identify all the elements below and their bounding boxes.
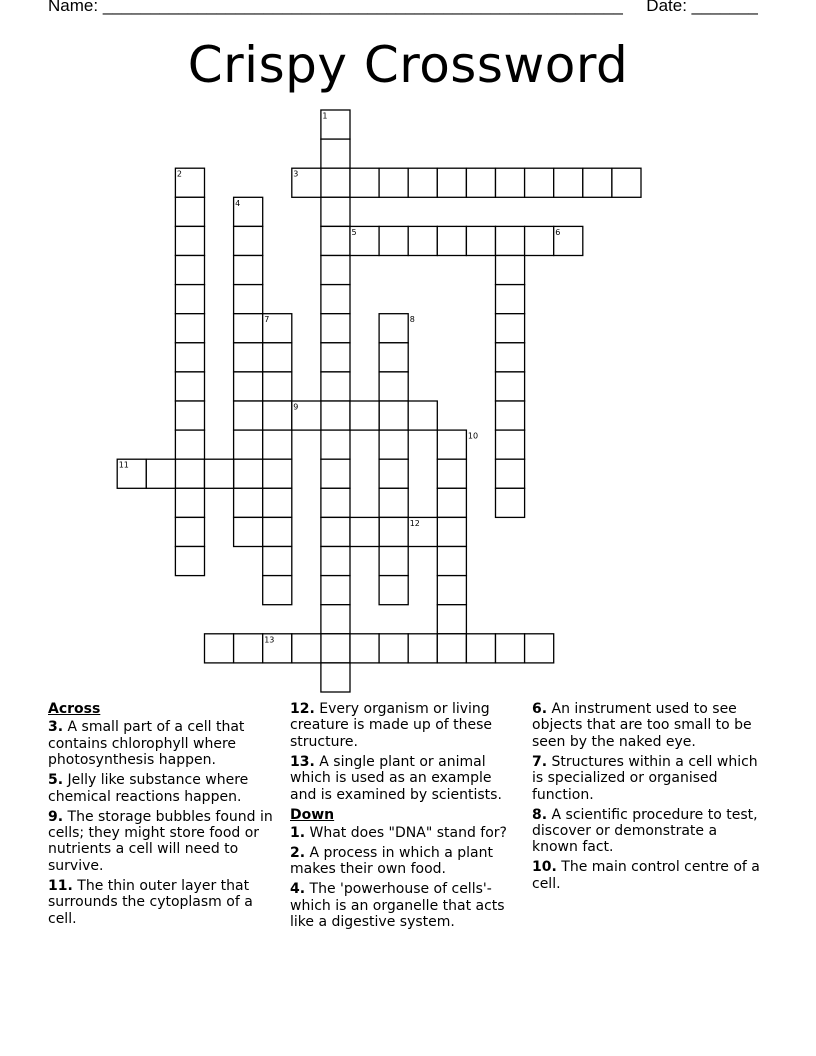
grid-cell[interactable] [234, 372, 263, 401]
grid-cell[interactable] [321, 139, 350, 168]
grid-cell[interactable] [496, 343, 525, 372]
grid-cell[interactable] [263, 459, 292, 488]
grid-cell[interactable] [234, 256, 263, 285]
grid-cell[interactable] [379, 314, 408, 343]
grid-cell[interactable] [496, 256, 525, 285]
cell-number: 1 [322, 111, 328, 121]
grid-cell[interactable] [263, 517, 292, 546]
grid-cell[interactable] [321, 256, 350, 285]
grid-cell[interactable] [525, 634, 554, 663]
across-heading: Across [48, 701, 101, 717]
grid-cell[interactable] [205, 634, 234, 663]
grid-cell[interactable] [437, 488, 466, 517]
clue-column-3 [532, 701, 764, 896]
grid-cell[interactable] [234, 459, 263, 488]
clue-down-6 [532, 701, 764, 750]
clue-down-10 [532, 859, 764, 892]
grid-cell[interactable] [321, 547, 350, 576]
grid-cell[interactable] [496, 401, 525, 430]
grid-cell[interactable] [175, 547, 204, 576]
grid-cell[interactable] [263, 488, 292, 517]
grid-cell[interactable] [379, 226, 408, 255]
grid-cell[interactable] [379, 547, 408, 576]
clue-across-13 [290, 754, 522, 803]
grid-cell[interactable] [234, 401, 263, 430]
grid-cell[interactable] [437, 576, 466, 605]
grid-cell[interactable] [408, 401, 437, 430]
grid-cell[interactable] [175, 343, 204, 372]
grid-cell[interactable] [408, 168, 437, 197]
clue-across-3 [48, 719, 280, 768]
date-blank[interactable]: _______ [691, 0, 758, 15]
grid-cell[interactable] [583, 168, 612, 197]
grid-cell[interactable] [496, 314, 525, 343]
grid-cell[interactable] [437, 517, 466, 546]
grid-cell[interactable] [496, 226, 525, 255]
grid-cell[interactable] [175, 285, 204, 314]
grid-cell[interactable] [321, 605, 350, 634]
cell-number: 2 [176, 169, 182, 179]
clue-number: 9. [48, 808, 64, 825]
grid-cell[interactable] [379, 430, 408, 459]
grid-cell[interactable] [234, 285, 263, 314]
grid-cell[interactable] [554, 168, 583, 197]
grid-cell[interactable] [263, 547, 292, 576]
grid-cell[interactable] [321, 401, 350, 430]
grid-cell[interactable] [321, 663, 350, 692]
grid-cell[interactable] [379, 168, 408, 197]
grid-cell[interactable] [525, 226, 554, 255]
cell-number: 13 [264, 635, 275, 645]
grid-cell[interactable] [466, 168, 495, 197]
clue-column-2 [290, 701, 522, 934]
grid-cell[interactable] [234, 488, 263, 517]
grid-cell[interactable] [496, 459, 525, 488]
grid-cell[interactable] [496, 372, 525, 401]
clue-number: 13. [290, 753, 315, 770]
grid-cell[interactable] [321, 285, 350, 314]
grid-cell[interactable] [437, 459, 466, 488]
clue-text: The 'powerhouse of cells'- which is an organelle that acts like a digestive system. [290, 881, 505, 931]
clue-down-7 [532, 754, 764, 803]
clue-across-9 [48, 809, 280, 875]
clue-text: Structures within a cell which is specialized or organised function. [532, 753, 758, 803]
clue-column-1 [48, 701, 280, 931]
grid-cell[interactable] [321, 634, 350, 663]
grid-cell[interactable] [525, 168, 554, 197]
clue-number: 11. [48, 877, 73, 894]
grid-cell[interactable] [175, 401, 204, 430]
grid-cell[interactable] [321, 197, 350, 226]
grid-cell[interactable] [263, 372, 292, 401]
clue-number: 3. [48, 719, 64, 736]
grid-cell[interactable] [175, 459, 204, 488]
grid-cell[interactable] [437, 226, 466, 255]
clue-down-4 [290, 881, 522, 930]
clue-number: 12. [290, 701, 315, 717]
clue-text: A single plant or animal which is used as an example and is examined by scientists. [290, 753, 502, 803]
grid-cell[interactable] [234, 226, 263, 255]
cell-number: 8 [409, 315, 415, 325]
grid-cell[interactable] [175, 226, 204, 255]
clue-number: 4. [290, 881, 306, 898]
clue-number: 6. [532, 701, 548, 717]
grid-cell[interactable] [321, 430, 350, 459]
grid-cell[interactable] [321, 168, 350, 197]
clue-number: 7. [532, 753, 548, 770]
grid-cell[interactable] [263, 343, 292, 372]
grid-cell[interactable] [379, 488, 408, 517]
clue-text: What does "DNA" stand for? [309, 825, 507, 842]
grid-cell[interactable] [496, 488, 525, 517]
grid-cell[interactable] [466, 634, 495, 663]
grid-cell[interactable] [350, 634, 379, 663]
name-blank[interactable]: _______________________________________________________ [102, 0, 623, 15]
grid-cell[interactable] [321, 314, 350, 343]
cell-number: 5 [351, 227, 357, 237]
grid-cell[interactable] [205, 459, 234, 488]
clue-text: A small part of a cell that contains chlorophyll where photosynthesis happen. [48, 719, 245, 769]
grid-cell[interactable] [175, 372, 204, 401]
grid-cell[interactable] [234, 343, 263, 372]
grid-cell[interactable] [292, 634, 321, 663]
grid-cell[interactable] [321, 517, 350, 546]
clue-text: A scientific procedure to test, discover or demonstrate a known fact. [532, 806, 758, 856]
grid-cell[interactable] [175, 314, 204, 343]
grid-cell[interactable] [408, 634, 437, 663]
clue-text: An instrument used to see objects that are too small to be seen by the naked eye. [532, 701, 752, 750]
grid-cell[interactable] [321, 372, 350, 401]
grid-cell[interactable] [234, 517, 263, 546]
grid-cell[interactable] [466, 226, 495, 255]
grid-cell[interactable] [321, 459, 350, 488]
grid-cell[interactable] [175, 517, 204, 546]
clue-number: 10. [532, 859, 557, 876]
clue-down-2 [290, 845, 522, 878]
grid-cell[interactable] [234, 314, 263, 343]
clue-across-11 [48, 878, 280, 927]
grid-cell[interactable] [350, 168, 379, 197]
clue-across-5 [48, 772, 280, 805]
clue-number: 1. [290, 825, 306, 842]
grid-cell[interactable] [437, 605, 466, 634]
grid-cell[interactable] [234, 430, 263, 459]
grid-cell[interactable] [263, 430, 292, 459]
clue-across-12 [290, 701, 522, 750]
grid-cell[interactable] [321, 488, 350, 517]
cell-number: 9 [293, 402, 299, 412]
grid-cell[interactable] [321, 226, 350, 255]
grid-cell[interactable] [234, 634, 263, 663]
grid-cell[interactable] [496, 168, 525, 197]
grid-cell[interactable] [437, 634, 466, 663]
grid-cell[interactable] [612, 168, 641, 197]
cell-number: 3 [293, 169, 299, 179]
clue-number: 8. [532, 806, 548, 823]
clue-text: A process in which a plant makes their own food. [290, 845, 493, 878]
clue-text: Jelly like substance where chemical reactions happen. [48, 772, 249, 805]
grid-cell[interactable] [437, 168, 466, 197]
grid-cell[interactable] [379, 634, 408, 663]
clue-number: 2. [290, 845, 306, 862]
grid-cell[interactable] [321, 576, 350, 605]
page-title: Crispy Crossword [187, 36, 629, 94]
grid-cell[interactable] [379, 401, 408, 430]
grid-cell[interactable] [175, 430, 204, 459]
down-heading: Down [290, 806, 335, 823]
grid-cell[interactable] [350, 401, 379, 430]
grid-cell[interactable] [379, 372, 408, 401]
grid-cell[interactable] [175, 488, 204, 517]
cell-number: 12 [409, 518, 420, 528]
clue-number: 5. [48, 772, 64, 789]
cell-number: 6 [555, 227, 561, 237]
grid-cell[interactable] [496, 430, 525, 459]
grid-cell[interactable] [350, 517, 379, 546]
clue-text: The thin outer layer that surrounds the cytoplasm of a cell. [48, 877, 253, 927]
cell-number: 4 [235, 198, 241, 208]
grid-cell[interactable] [379, 517, 408, 546]
grid-cell[interactable] [146, 459, 175, 488]
grid-cell[interactable] [263, 401, 292, 430]
clue-down-1 [290, 825, 522, 841]
grid-cell[interactable] [263, 576, 292, 605]
clue-text: The main control centre of a cell. [532, 859, 760, 892]
grid-cell[interactable] [496, 634, 525, 663]
clue-down-8 [532, 807, 764, 856]
grid-cell[interactable] [437, 430, 466, 459]
grid-cell[interactable] [379, 576, 408, 605]
grid-cell[interactable] [379, 459, 408, 488]
cell-number: 10 [467, 431, 479, 441]
grid-cell[interactable] [321, 343, 350, 372]
grid-cell[interactable] [408, 226, 437, 255]
grid-cell[interactable] [379, 343, 408, 372]
cell-number: 11 [118, 460, 129, 470]
grid-cell[interactable] [496, 285, 525, 314]
clue-text: The storage bubbles found in cells; they might store food or nutrients a cell will need to survive. [48, 808, 273, 874]
grid-cell[interactable] [175, 256, 204, 285]
date-label: Date: [646, 0, 687, 15]
name-label: Name: [48, 0, 99, 15]
grid-cell[interactable] [175, 197, 204, 226]
clue-text: Every organism or living creature is made up of these structure. [290, 701, 493, 750]
grid-cell[interactable] [437, 547, 466, 576]
cell-number: 7 [264, 315, 270, 325]
